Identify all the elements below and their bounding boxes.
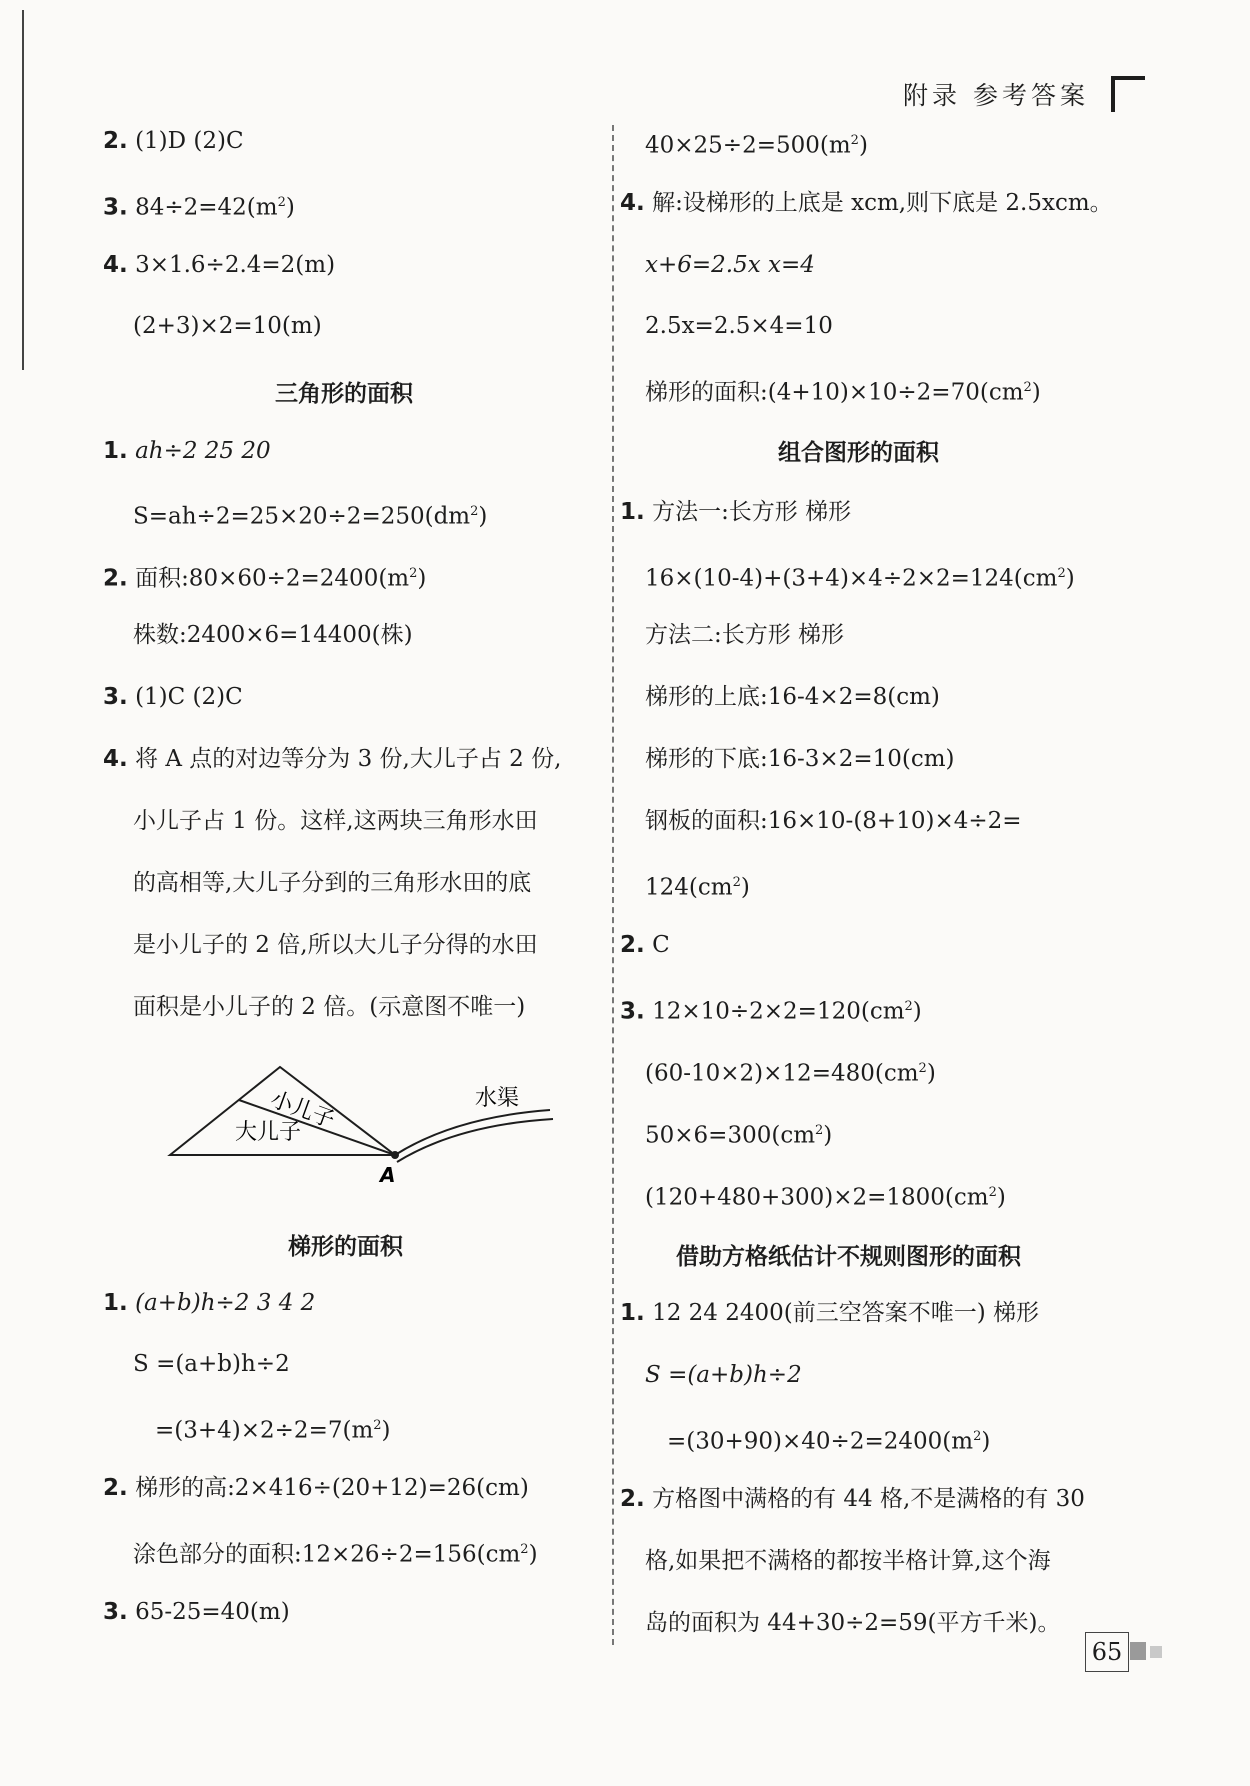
answer-line: 2. 梯形的高:2×416÷(20+12)=26(cm): [103, 1475, 529, 1501]
answer-line: 梯形的面积$:(4+10)\times 10\div 2=70(cm^2)$: [645, 379, 1041, 406]
answer-line: 梯形的上底:16-4×2=8(cm): [645, 684, 940, 710]
answer-line: $(120+480+300)\times 2=1800(cm^2)$: [645, 1184, 1006, 1211]
point-a-label: A: [380, 1163, 396, 1187]
answer-line: 4. 解:设梯形的上底是 xcm,则下底是 2.5xcm。: [620, 190, 1113, 216]
answer-line: $(60-10\times 2)\times 12=480(cm^2)$: [645, 1060, 936, 1087]
page-header: [903, 76, 1145, 112]
header-corner-mark: [1111, 76, 1145, 112]
answer-line: $124(cm^2)$: [645, 874, 750, 901]
answer-line: x+6=2.5x x=4: [645, 252, 815, 278]
point-a-marker: [391, 1151, 399, 1159]
section-heading-triangle: 三角形的面积: [275, 381, 413, 407]
answer-line: 钢板的面积:16×10-(8+10)×4÷2=: [645, 808, 1022, 834]
answer-line: 2. 面积$:80\times 60\div 2=2400(m^2)$: [103, 565, 427, 592]
answer-line: 4. 将 A 点的对边等分为 3 份,大儿子占 2 份,: [103, 746, 562, 772]
triangle-field-diagram: [165, 1062, 565, 1197]
header-title: 参考答案: [972, 81, 1089, 110]
answer-line: 2. 方格图中满格的有 44 格,不是满格的有 30: [620, 1486, 1085, 1512]
section-heading-trapezoid: 梯形的面积: [288, 1234, 403, 1260]
answer-line: $16\times(10-4)+(3+4)\times 4\div 2\times 2=124(cm^2)$: [645, 565, 1075, 592]
canal-line-upper: [395, 1110, 550, 1155]
answer-line: 1. 12 24 2400(前三空答案不唯一) 梯形: [620, 1300, 1040, 1326]
answer-line: 1. (a+b)h÷2 3 4 2: [103, 1290, 316, 1316]
answer-line: 3. (1)C (2)C: [103, 684, 243, 710]
answer-line: 3. $12\times 10\div 2\times 2=120(cm^2)$: [620, 998, 922, 1025]
answer-line: 岛的面积为 44+30÷2=59(平方千米)。: [645, 1610, 1061, 1636]
answer-line: S =(a+b)h÷2: [133, 1351, 290, 1377]
answer-line: $40\times 25\div 2=500(m^2)$: [645, 132, 868, 159]
answer-line: 3. 65-25=40(m): [103, 1599, 290, 1625]
answer-line: 1. ah÷2 25 20: [103, 438, 271, 464]
answer-line: 的高相等,大儿子分到的三角形水田的底: [133, 870, 532, 896]
answer-line: S =(a+b)h÷2: [645, 1362, 802, 1388]
page-number: 65: [1085, 1632, 1129, 1672]
answer-line: 梯形的下底:16-3×2=10(cm): [645, 746, 955, 772]
answer-line: $50\times 6=300(cm^2)$: [645, 1122, 833, 1149]
answer-line: 方法二:长方形 梯形: [645, 622, 845, 648]
section-heading-grid-estimate: 借助方格纸估计不规则图形的面积: [676, 1244, 1021, 1270]
page-number-tab: [1130, 1642, 1146, 1660]
answer-line: $=(3+4)\times 2\div 2=7(m^2)$: [155, 1417, 391, 1444]
answer-line: $S=ah\div 2=25\times 20\div 2=250(dm^2)$: [133, 503, 488, 530]
answer-line: 格,如果把不满格的都按半格计算,这个海: [645, 1548, 1051, 1574]
answer-line: 小儿子占 1 份。这样,这两块三角形水田: [133, 808, 538, 834]
answer-line: 面积是小儿子的 2 倍。(示意图不唯一): [133, 994, 526, 1020]
small-son-label: 小儿子: [267, 1087, 338, 1134]
answer-line: 是小儿子的 2 倍,所以大儿子分得的水田: [133, 932, 538, 958]
page-number-tab-light: [1150, 1646, 1162, 1658]
section-heading-combination: 组合图形的面积: [778, 440, 939, 466]
header-section: 附录: [902, 81, 961, 110]
answer-line: 涂色部分的面积$:12\times 26\div 2=156(cm^2)$: [133, 1541, 538, 1568]
binding-rule: [22, 10, 24, 370]
answer-line: 2. (1)D (2)C: [103, 128, 244, 154]
answer-line: $=(30+90)\times 40\div 2=2400(m^2)$: [667, 1428, 991, 1455]
big-son-label: 大儿子: [235, 1120, 302, 1145]
canal-label: 水渠: [475, 1086, 520, 1111]
answer-line: 2.5x=2.5×4=10: [645, 313, 833, 339]
answer-line: 2. C: [620, 932, 670, 958]
answer-line: 4. 3×1.6÷2.4=2(m): [103, 252, 336, 278]
answer-line: 1. 方法一:长方形 梯形: [620, 499, 852, 525]
answer-line: 株数:2400×6=14400(株): [133, 622, 413, 648]
answer-line: (2+3)×2=10(m): [133, 313, 322, 339]
answer-line: 3. $84\div 2=42(m^2)$: [103, 194, 295, 221]
column-divider: [612, 125, 614, 1645]
